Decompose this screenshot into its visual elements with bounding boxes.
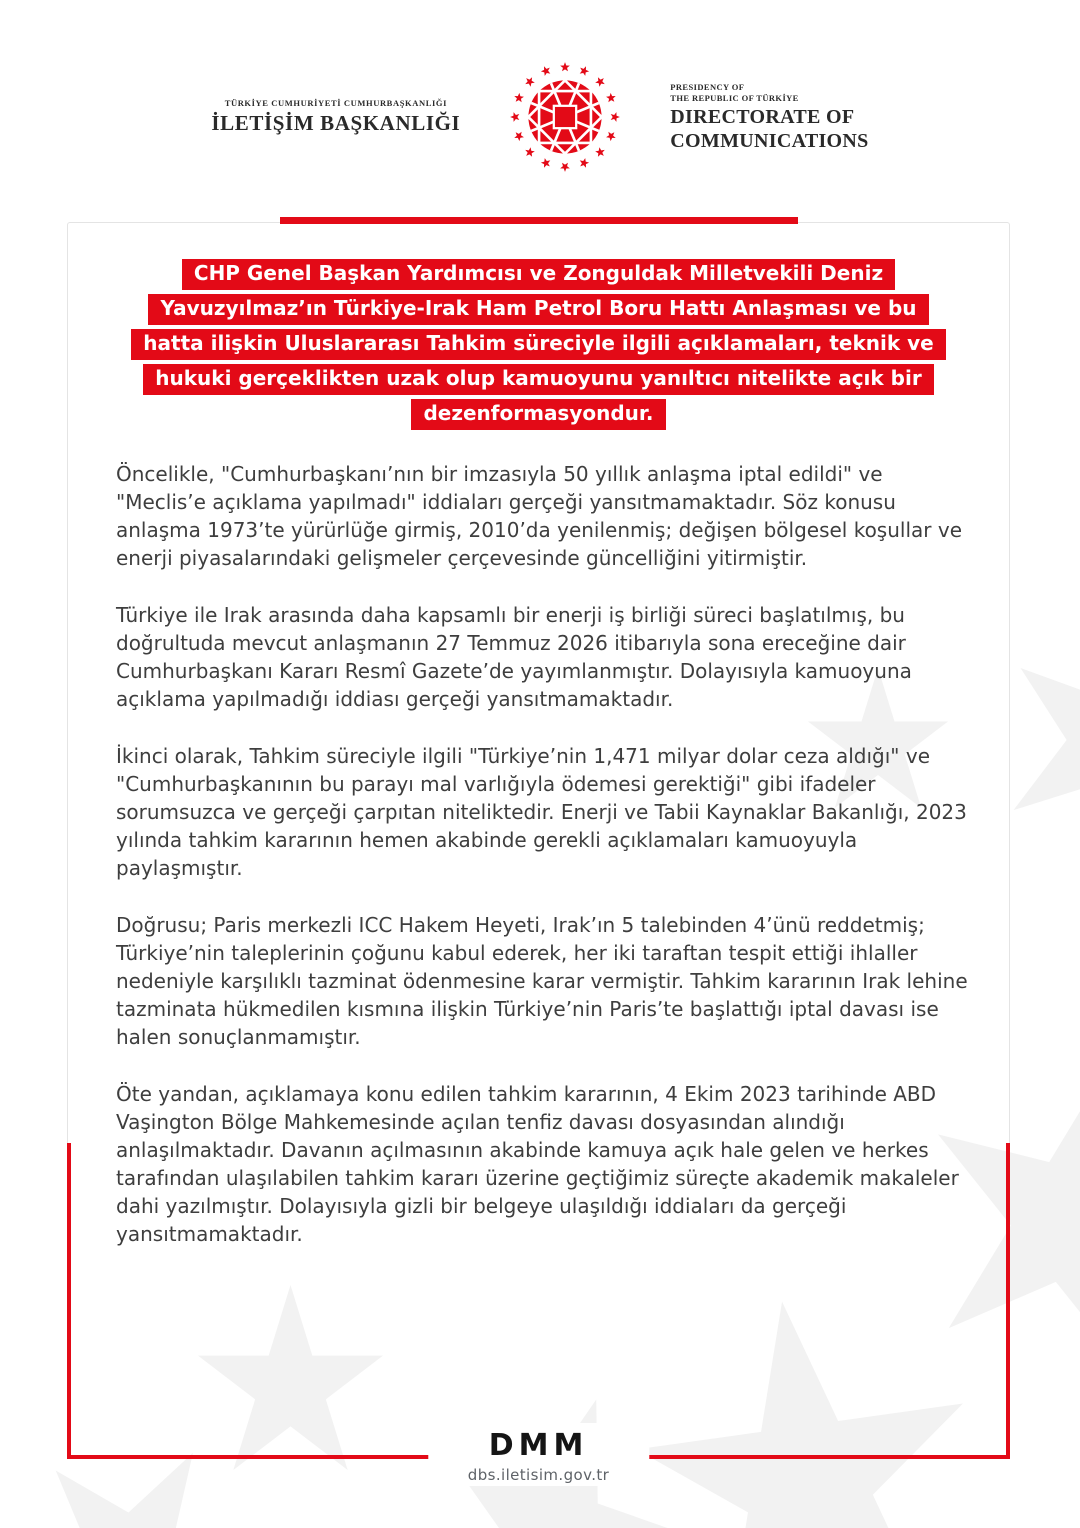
- statement-paragraph: Öncelikle, "Cumhurbaşkanı’nın bir imzasıyla 50 yıllık anlaşma iptal edildi" ve "Meclis’e açıklama yapılmadı" iddiaları gerçeği yansıtmamaktadır. Söz konusu anlaşma 1973’te yürürlüğe girmiş, 2010’da yenilenmiş; değişen bölgesel koşullar ve enerji piyasalarındaki gelişmeler çerçevesinde güncelliğini yitirmiştir.: [116, 462, 962, 570]
- dmm-website-url: dbs.iletisim.gov.tr: [467, 1466, 610, 1484]
- title-line: CHP Genel Başkan Yardımcısı ve Zonguldak Milletvekili Deniz: [182, 259, 895, 290]
- org-right-small-line1: PRESIDENCY OF: [670, 81, 745, 92]
- org-right-large-line1: DIRECTORATE OF: [670, 105, 855, 128]
- org-right-small-line2: THE REPUBLIC OF TÜRKİYE: [670, 92, 799, 103]
- dmm-logo-block: [428, 1423, 649, 1486]
- directorate-logo-tr: [211, 98, 460, 136]
- card-left-red-border: [67, 1143, 71, 1459]
- title-line: dezenformasyondur.: [411, 399, 665, 430]
- presidency-emblem-icon: [504, 56, 626, 178]
- org-left-small-text: TÜRKİYE CUMHURİYETİ CUMHURBAŞKANLIĞI: [224, 98, 448, 108]
- title-line: Yavuzyılmaz’ın Türkiye-Irak Ham Petrol Boru Hattı Anlaşması ve bu: [148, 294, 928, 325]
- statement-paragraph: Türkiye ile Irak arasında daha kapsamlı bir enerji iş birliği süreci başlatılmış, bu doğrultuda mevcut anlaşmanın 27 Temmuz 2026 itibarıyla sona ereceğine dair Cumhurbaşkanı Kararı Resmî Gazete’de yayımlanmıştır. Dolayısıyla kamuoyuna açıklama yapılmadığı iddiası gerçeği yansıtmamaktadır.: [116, 603, 912, 711]
- title-line: hatta ilişkin Uluslararası Tahkim süreciyle ilgili açıklamaları, teknik ve: [131, 329, 945, 360]
- header-logo-row: [0, 56, 1080, 178]
- org-right-large-line2: COMMUNICATIONS: [670, 130, 869, 153]
- card-top-red-bar: [280, 217, 798, 224]
- statement-body: [116, 460, 971, 1248]
- title-line: hukuki gerçeklikten uzak olup kamuoyunu yanıltıcı nitelikte açık bir: [143, 364, 933, 395]
- statement-paragraph: Öte yandan, açıklamaya konu edilen tahkim kararının, 4 Ekim 2023 tarihinde ABD Vaşington Bölge Mahkemesinde açılan tenfiz davası dosyasından alındığı anlaşılmaktadır. Davanın açılmasının akabinde kamuya açık hale gelen ve herkes tarafından ulaşılabilen tahkim kararı üzerine geçtiğimiz süreçte akademik makaleler dahi yazılmıştır. Dolayısıyla gizli bir belgeye ulaşıldığı iddiaları da gerçeği yansıtmamaktadır.: [116, 1082, 959, 1246]
- statement-title: [114, 259, 963, 430]
- statement-paragraph: Doğrusu; Paris merkezli ICC Hakem Heyeti, Irak’ın 5 talebinden 4’ünü reddetmiş; Türkiye’nin taleplerinin çoğunu kabul ederek, her iki taraftan tespit ettiği ihlaller nedeniyle karşılıklı tazminat ödenmesine karar vermiştir. Tahkim kararının Irak lehine tazminata hükmedilen kısmına ilişkin Türkiye’nin Paris’te başlattığı iptal davası ise halen sonuçlanmamıştır.: [116, 913, 968, 1049]
- statement-card: [67, 222, 1010, 1484]
- org-left-large-text: İLETİŞİM BAŞKANLIĞI: [211, 111, 461, 135]
- dmm-logo-text: DMM: [488, 1428, 589, 1463]
- card-right-red-border: [1006, 1143, 1010, 1459]
- directorate-logo-en: [670, 82, 868, 153]
- statement-paragraph: İkinci olarak, Tahkim süreciyle ilgili "Türkiye’nin 1,471 milyar dolar ceza aldığı" ve "Cumhurbaşkanının bu parayı mal varlığıyla ödemesi gerektiği" gibi ifadeler sorumsuzca ve gerçeği çarpıtan niteliktedir. Enerji ve Tabii Kaynaklar Bakanlığı, 2023 yılında tahkim kararının hemen akabinde gerekli açıklamaları kamuoyuyla paylaşmıştır.: [116, 744, 967, 880]
